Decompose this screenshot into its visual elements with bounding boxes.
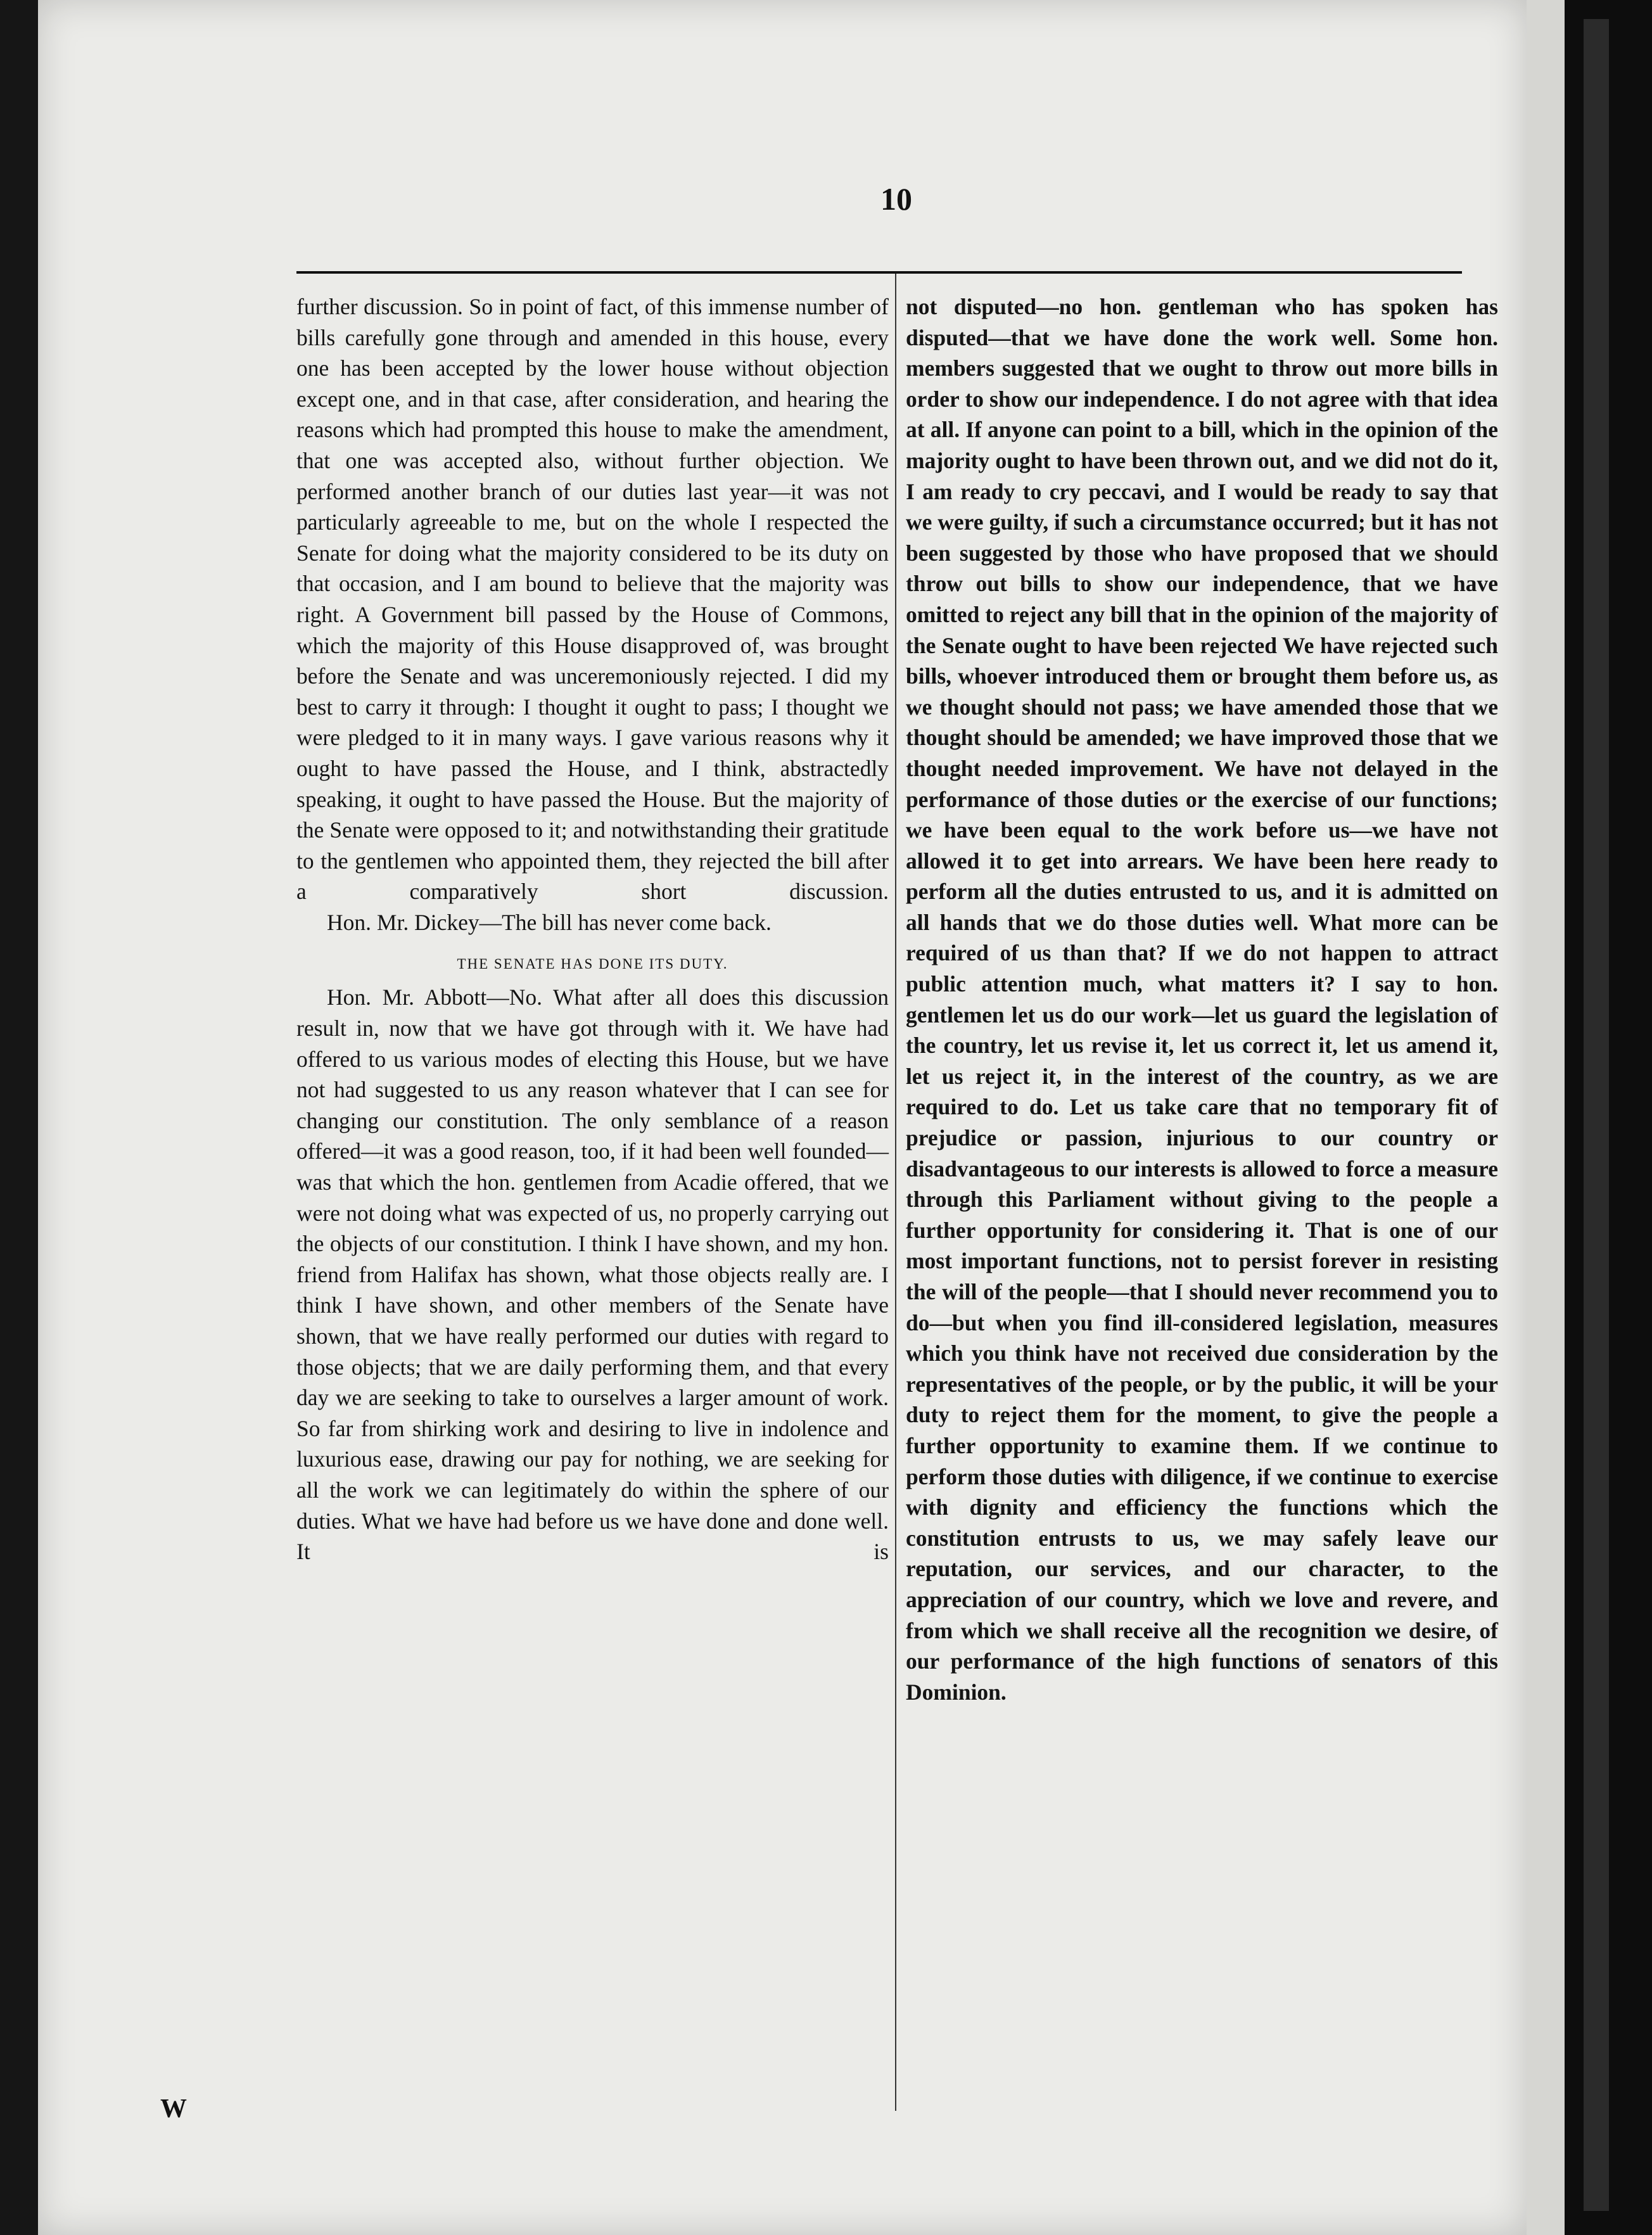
- left-paragraph-2: Hon. Mr. Dickey—The bill has never come back.: [327, 909, 772, 935]
- page-edge: [1527, 0, 1565, 2235]
- left-paragraph-3: Hon. Mr. Abbott—No. What after all does this discussion result in, now that we have got through with it. We have had offered to us various modes of electing this House, but we have not had suggested to us any reason whatever that I can see for changing our constitution. The only semblance of a reason offered—it was a good reason, too, if it had been well founded—was that which the hon. gentlemen from Acadie offered, that we were not doing what was expected of us, no properly carrying out the objects of our constitution. I think I have shown, and my hon. friend from Halifax has shown, what those objects really are. I think I have shown, and other members of the Senate have shown, that we have really performed our duties with regard to those objects; that we are daily performing them, and that every day we are seeking to take to ourselves a larger amount of work. So far from shirking work and desiring to live in indolence and luxurious ease, drawing our pay for nothing, we are seeking for all the work we can legitimately do within the sphere of our duties. What we have had before us we have done and done well. It is: [296, 984, 889, 1565]
- page-number: 10: [880, 181, 912, 217]
- right-paragraph-1: not disputed—no hon. gentleman who has spoken has disputed—that we have done the work well. Some hon. members suggested that we ought to throw out more bills in order to show our independence. I do not agree with that idea at all. If anyone can point to a bill, which in the opinion of the majority ought to have been thrown out, and we did not do it, I am ready to cry peccavi, and I would be ready to say that we were guilty, if such a circumstance occurred; but it has not been suggested by those who have proposed that we should throw out bills to show our independence, that we have omitted to reject any bill that in the opinion of the majority of the Senate ought to have been rejected We have rejected such bills, whoever introduced them or brought them before us, as we thought should not pass; we have amended those that we thought should be amended; we have improved those that we thought needed improvement. We have not delayed in the performance of those duties or the exercise of our functions; we have been equal to the work before us—we have not allowed it to get into arrears. We have been here ready to perform all the duties entrusted to us, and it is admitted on all hands that we do those duties well. What more can be required of us than that? If we do not happen to attract public attention much, what matters it? I say to hon. gentlemen let us do our work—let us guard the legislation of the country, let us revise it, let us correct it, let us amend it, let us reject it, in the interest of the country, as we are required to do. Let us take care that no temporary fit of prejudice or passion, injurious to our country or disadvantageous to our interests is allowed to force a measure through this Parliament without giving to the people a further opportunity for considering it. That is one of our most important functions, not to persist forever in resisting the will of the people—that I should never recommend you to do—but when you find ill-considered legislation, measures which you think have not received due consideration by the representatives of the people, or by the public, it will be your duty to reject them for the moment, to give the people a further opportunity to examine them. If we continue to perform those duties with diligence, if we continue to exercise with dignity and efficiency the functions which the constitution entrusts to us, we may safely leave our reputation, our services, and our character, to the appreciation of our country, which we love and revere, and from which we shall receive all the recognition we desire, of our performance of the high functions of senators of this Dominion.: [906, 294, 1498, 1705]
- section-heading: THE SENATE HAS DONE ITS DUTY.: [457, 956, 728, 972]
- right-column: [906, 291, 1498, 1707]
- binding-strip: [1584, 19, 1609, 2211]
- left-column: [296, 291, 889, 1567]
- margin-mark: W: [160, 2094, 187, 2124]
- column-divider: [895, 274, 896, 2111]
- left-paragraph-1: further discussion. So in point of fact, of this immense number of bills carefully gone through and amended in this house, every one has been accepted by the lower house without objection except one, and in that case, after consideration, and hearing the reasons which had prompted this house to make the amendment, that one was accepted also, without further objection. We performed another branch of our duties last year—it was not particularly agreeable to me, but on the whole I respected the Senate for doing what the majority considered to be its duty on that occasion, and I am bound to believe that the majority was right. A Government bill passed by the House of Commons, which the majority of this House disapproved of, was brought before the Senate and was unceremoniously rejected. I did my best to carry it through: I thought it ought to pass; I thought we were pledged to it in many ways. I gave various reasons why it ought to have passed the House, and I think, abstractedly speaking, it ought to have passed the House. But the majority of the Senate were opposed to it; and notwithstanding their gratitude to the gentlemen who appointed them, they rejected the bill after a comparatively short discussion.: [296, 294, 889, 905]
- header-rule: [296, 271, 1462, 274]
